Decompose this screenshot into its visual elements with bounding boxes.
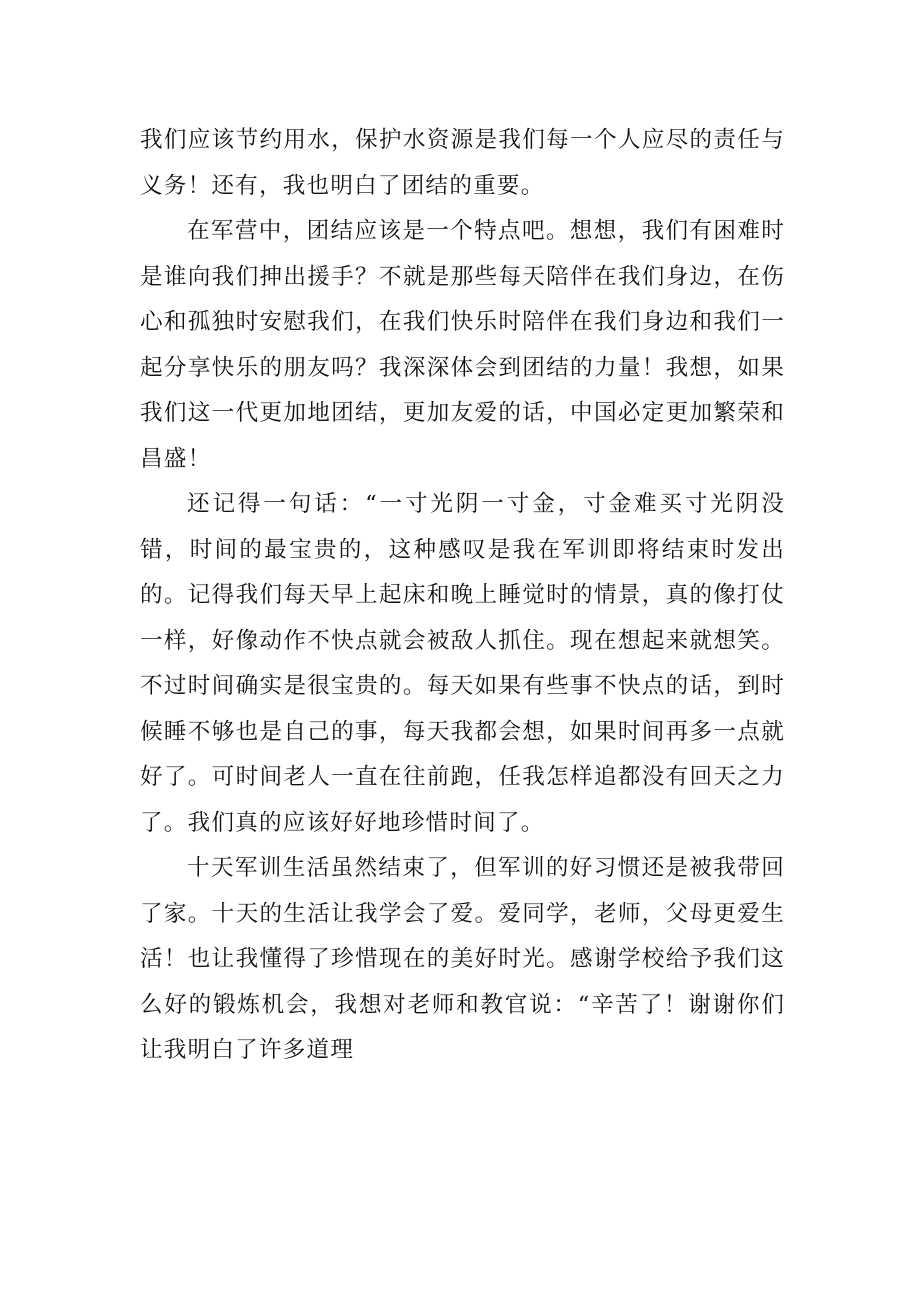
- paragraph-3: 还记得一句话：“一寸光阴一寸金，寸金难买寸光阴没错，时间的最宝贵的，这种感叹是我在军训即将结束时发出的。记得我们每天早上起床和晚上睡觉时的情景，真的像打仗一样，好像动作不快点就会被敌人抓住。现在想起来就想笑。不过时间确实是很宝贵的。每天如果有些事不快点的话，到时候睡不够也是自己的事，每天我都会想，如果时间再多一点就好了。可时间老人一直在往前跑，任我怎样追都没有回天之力了。我们真的应该好好地珍惜时间了。: [140, 491, 785, 836]
- paragraph-2: 在军营中，团结应该是一个特点吧。想想，我们有困难时是谁向我们抻出援手？不就是那些每天陪伴在我们身边，在伤心和孤独时安慰我们，在我们快乐时陪伴在我们身边和我们一起分享快乐的朋友吗？我深深体会到团结的力量！我想，如果我们这一代更加地团结，更加友爱的话，中国必定更加繁荣和昌盛！: [140, 218, 785, 472]
- document-body: [140, 118, 785, 1074]
- paragraph-1: 我们应该节约用水，保护水资源是我们每一个人应尽的责任与义务！还有，我也明白了团结的重要。: [140, 127, 785, 199]
- paragraph-4: 十天军训生活虽然结束了，但军训的好习惯还是被我带回了家。十天的生活让我学会了爱。爱同学，老师，父母更爱生活！也让我懂得了珍惜现在的美好时光。感谢学校给予我们这么好的锻炼机会，我想对老师和教官说：“辛苦了！谢谢你们让我明白了许多道理: [140, 855, 785, 1063]
